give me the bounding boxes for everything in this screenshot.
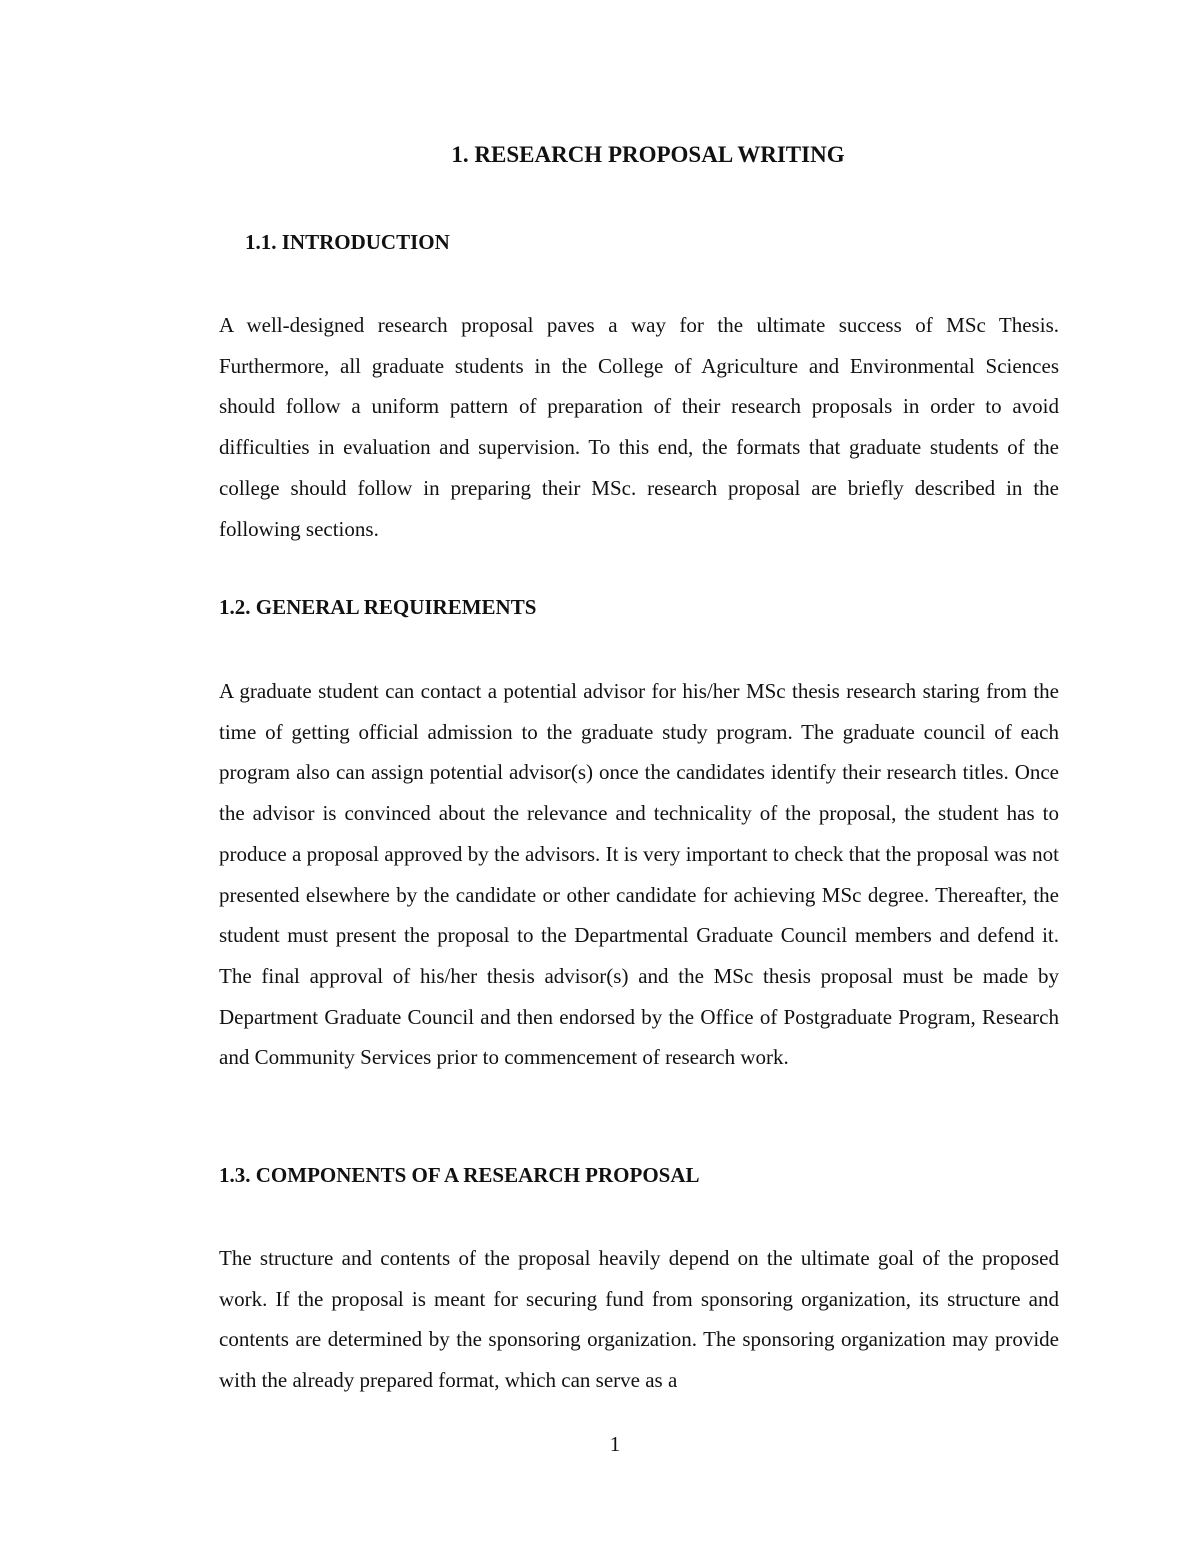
section-heading-components: 1.3. COMPONENTS OF A RESEARCH PROPOSAL xyxy=(219,1163,700,1187)
section-heading-general-requirements: 1.2. GENERAL REQUIREMENTS xyxy=(219,595,537,619)
page-number: 1 xyxy=(609,1432,621,1456)
components-paragraph: The structure and contents of the proposal heavily depend on the ultimate goal of the proposed work. If the proposal is meant for securing fund from sponsoring organization, its structure and contents are determined by the sponsoring organization. The sponsoring organization may provide with the already prepared format, which can serve as a xyxy=(219,1246,1059,1393)
introduction-paragraph: A well-designed research proposal paves a way for the ultimate success of MSc Thesis. Furthermore, all graduate students in the College of Agriculture and Environmental Sciences should follow a uniform pattern of preparation of their research proposals in order to avoid difficulties in evaluation and supervision. To this end, the formats that graduate students of the college should follow in preparing their MSc. research proposal are briefly described in the following sections. xyxy=(219,313,1059,541)
section-heading-introduction: 1.1. INTRODUCTION xyxy=(245,230,450,254)
document-title: 1. RESEARCH PROPOSAL WRITING xyxy=(451,142,845,167)
general-requirements-paragraph: A graduate student can contact a potential advisor for his/her MSc thesis research staring from the time of getting official admission to the graduate study program. The graduate council of each program also can assign potential advisor(s) once the candidates identify their research titles. Once the advisor is convinced about the relevance and technicality of the proposal, the student has to produce a proposal approved by the advisors. It is very important to check that the proposal was not presented elsewhere by the candidate or other candidate for achieving MSc degree. Thereafter, the student must present the proposal to the Departmental Graduate Council members and defend it. The final approval of his/her thesis advisor(s) and the MSc thesis proposal must be made by Department Graduate Council and then endorsed by the Office of Postgraduate Program, Research and Community Services prior to commencement of research work. xyxy=(219,679,1059,1070)
